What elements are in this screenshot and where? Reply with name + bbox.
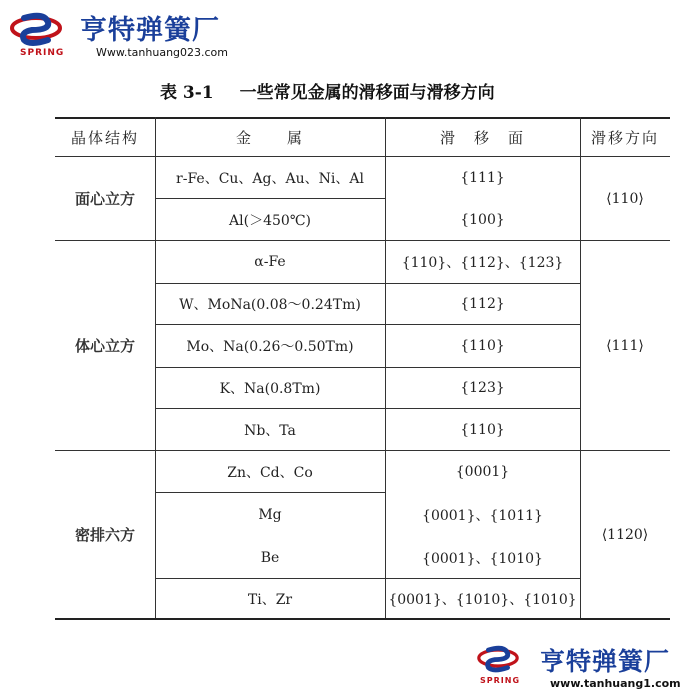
col-header-slip-plane: 滑 移 面 — [439, 128, 525, 147]
slip-plane-cell: {110}、{112}、{123} — [401, 255, 564, 271]
company-name: 亨特弹簧厂 — [540, 647, 671, 676]
structure-fcc: 面心立方 — [74, 190, 135, 208]
metal-cell: α-Fe — [254, 254, 286, 270]
slip-direction-bcc: ⟨111⟩ — [606, 337, 644, 354]
slip-plane-cell: {0001} — [455, 463, 510, 480]
metal-cell: Ti、Zr — [247, 591, 293, 608]
metal-cell: Mo、Na(0.26～0.50Tm) — [186, 339, 354, 355]
slip-plane-cell: {123} — [460, 380, 505, 396]
slip-plane-cell: {110} — [460, 338, 505, 354]
brand-text: SPRING — [20, 48, 65, 58]
footer-logo — [470, 638, 695, 696]
metal-cell: Mg — [258, 506, 282, 523]
metal-cell: Nb、Ta — [244, 422, 296, 439]
metal-cell: Zn、Cd、Co — [227, 464, 313, 481]
slip-direction-hcp: ⟨1120⟩ — [601, 526, 649, 543]
metal-cell: r-Fe、Cu、Ag、Au、Ni、Al — [176, 170, 364, 187]
brand-text: SPRING — [480, 676, 521, 685]
metal-cell: Be — [260, 549, 280, 566]
slip-plane-cell: {0001}、{1010}、{1010} — [388, 591, 577, 608]
table-caption: 一些常见金属的滑移面与滑移方向 — [239, 83, 495, 103]
slip-plane-cell: {112} — [460, 296, 505, 312]
col-header-metal: 金 属 — [235, 128, 304, 147]
structure-bcc: 体心立方 — [74, 337, 135, 355]
slip-plane-cell: {100} — [460, 211, 505, 228]
structure-hcp: 密排六方 — [74, 526, 135, 544]
table-bottom-rule — [55, 618, 670, 620]
slip-plane-cell: {0001}、{1011} — [422, 507, 543, 524]
metal-cell: K、Na(0.8Tm) — [219, 381, 321, 397]
company-url[interactable]: Www.tanhuang023.com — [96, 46, 229, 59]
slip-plane-cell: {0001}、{1010} — [422, 550, 543, 567]
spring-logo-icon — [476, 642, 520, 674]
metal-cell: Al(＞450℃) — [229, 212, 311, 229]
slip-direction-fcc: ⟨110⟩ — [606, 190, 644, 207]
company-url[interactable]: www.tanhuang1.com — [550, 677, 681, 690]
company-name: 亨特弹簧厂 — [80, 15, 220, 46]
slip-plane-cell: {111} — [460, 169, 505, 186]
col-header-structure: 晶体结构 — [70, 128, 139, 147]
col-header-slip-direction: 滑移方向 — [590, 128, 659, 147]
table-number: 表 3-1 — [160, 83, 214, 103]
slip-plane-cell: {110} — [460, 421, 505, 438]
metal-cell: W、MoNa(0.08～0.24Tm) — [179, 297, 361, 313]
